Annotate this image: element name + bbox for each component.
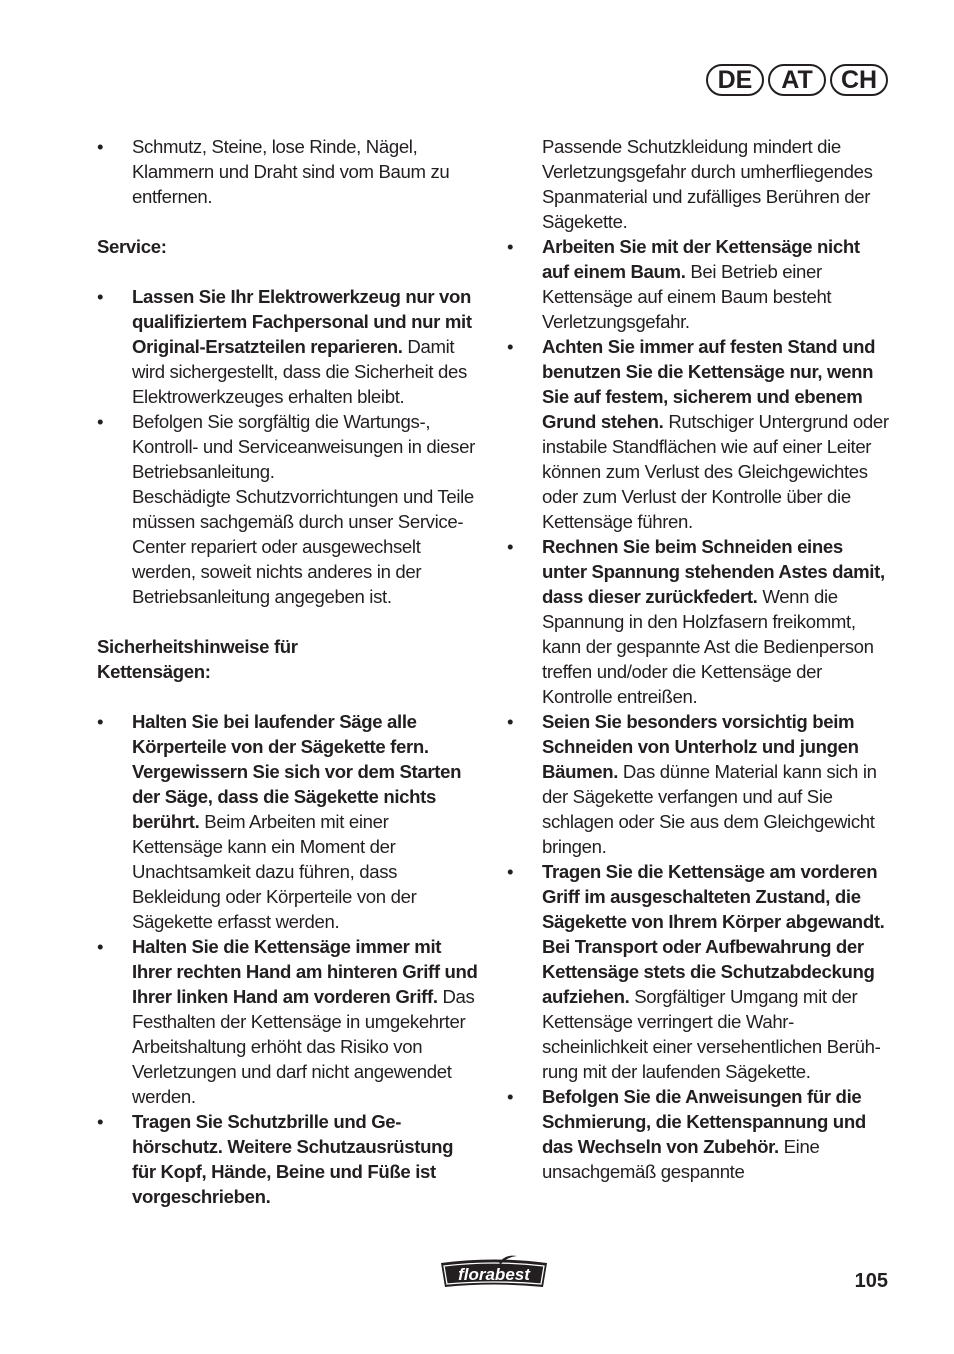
list-item-body: Wenn die Spannung in den Holzfasern freikommt, kann der gespannte Ast die Bedienperson treffen und/oder die Kettensäge der Kontrolle entreißen. (542, 586, 874, 707)
list-item-text (542, 709, 891, 859)
list-item-text (542, 234, 891, 334)
list-item (507, 1084, 891, 1184)
list-item-text (542, 859, 891, 1084)
list-item-bold: Seien Sie besonders vorsichtig beim Schneiden von Unterholz und jungen Bäumen. (542, 711, 859, 782)
list-item (507, 709, 891, 859)
bullet: • (507, 536, 514, 557)
list-item-body: Bei Betrieb einer Kettensäge auf einem Baum besteht Verletzungsgefahr. (542, 261, 832, 332)
bullet: • (97, 411, 104, 432)
list-item (97, 934, 481, 1109)
bullet: • (97, 936, 104, 957)
list-item-bold: Befolgen Sie die Anweisungen für die Schmierung, die Kettenspannung und das Wechseln von Zubehör. (542, 1086, 866, 1157)
section-heading-service: Service: (97, 236, 167, 257)
left-column (97, 134, 481, 1209)
paragraph-continuation: Passende Schutzkleidung mindert die Verletzungsgefahr durch umherfliegendes Spanmaterial und zufälliges Berühren der Sägekette. (542, 136, 873, 232)
section-heading-safety (97, 634, 481, 684)
paragraph-continuation: Beschädigte Schutzvorrichtungen und Teile müssen sachgemäß durch unser Service-Center repariert oder ausgewechselt werden, soweit nichts anderes in der Betriebsanleitung angegeben ist. (132, 486, 474, 607)
list-item-body: Das Festhalten der Kettensäge in umgekehrter Arbeitshaltung erhöht das Risiko von Verletzungen und darf nicht angewendet werden. (132, 986, 475, 1107)
list-item-text: Befolgen Sie sorgfältig die Wartungs-, Kontroll- und Serviceanweisungen in dieser Betriebsanleitung. (132, 411, 475, 482)
list-item-bold: Halten Sie die Kettensäge immer mit Ihrer rechten Hand am hinteren Griff und Ihrer linken Hand am vorderen Griff. (132, 936, 478, 1007)
bullet: • (507, 236, 514, 257)
florabest-logo (437, 1254, 551, 1290)
list-item (507, 859, 891, 1084)
list-item-text (542, 1084, 891, 1184)
list-item-bold: Tragen Sie die Kettensäge am vorderen Griff im ausgeschalteten Zustand, die Sägekette von Ihrem Körper abgewandt. Bei Transport oder Aufbewahrung der Kettensäge stets die Schutzabdeckung aufziehen. (542, 861, 885, 1007)
right-column (507, 134, 891, 1184)
list-item (507, 234, 891, 334)
country-badges (706, 64, 888, 96)
list-item-text (132, 1109, 481, 1209)
page-number: 105 (854, 1270, 888, 1292)
logo-text: florabest (458, 1265, 530, 1284)
list-item-text (132, 284, 481, 409)
list-item-body: Rutschiger Untergrund oder instabile Standflächen wie auf einer Leiter können zum Verlust des Gleichgewichtes oder zum Verlust der Kontrolle über die Kettensäge führen. (542, 411, 889, 532)
bullet: • (97, 711, 104, 732)
bullet: • (97, 286, 104, 307)
list-item-text: Schmutz, Steine, lose Rinde, Nägel, Klammern und Draht sind vom Baum zu entfernen. (132, 136, 450, 207)
list-item-body: Sorgfältiger Umgang mit der Kettensäge verringert die Wahrscheinlichkeit einer versehentlichen Berührung mit der laufenden Sägekette. (542, 986, 881, 1082)
list-item-body: Damit wird sichergestellt, dass die Sicherheit des Elektrowerkzeuges erhalten bleibt. (132, 336, 467, 407)
bullet: • (97, 1111, 104, 1132)
list-item-bold: Arbeiten Sie mit der Kettensäge nicht auf einem Baum. (542, 236, 860, 282)
list-item (97, 409, 481, 484)
list-item-bold: Halten Sie bei laufender Säge alle Körperteile von der Sägekette fern. Vergewissern Sie sich vor dem Starten der Säge, dass die Sägekette nichts berührt. (132, 711, 462, 832)
list-item (507, 334, 891, 534)
list-item-text (132, 934, 481, 1109)
list-item-bold: Rechnen Sie beim Schneiden eines unter Spannung stehenden Astes damit, dass dieser zurückfedert. (542, 536, 885, 607)
country-badge-ch: CH (830, 64, 888, 96)
bullet: • (97, 136, 104, 157)
list-item-text (542, 334, 891, 534)
list-item (507, 534, 891, 709)
list-item-bold: Achten Sie immer auf festen Stand und benutzen Sie die Kettensäge nur, wenn Sie auf festem, sicherem und ebenem Grund stehen. (542, 336, 876, 432)
section-heading-line: Kettensägen: (97, 661, 211, 682)
bullet: • (507, 711, 514, 732)
bullet: • (507, 861, 514, 882)
bullet: • (507, 1086, 514, 1107)
country-badge-at: AT (768, 64, 826, 96)
section-heading-line: Sicherheitshinweise für (97, 636, 298, 657)
list-item-body: Eine unsachgemäß gespannte (542, 1136, 820, 1182)
list-item-body: Beim Arbeiten mit einer Kettensäge kann ein Moment der Unachtsamkeit dazu führen, dass Bekleidung oder Körperteile von der Sägekette erfasst werden. (132, 811, 417, 932)
country-badge-de: DE (706, 64, 764, 96)
list-item (97, 709, 481, 934)
list-item-bold: Tragen Sie Schutzbrille und Gehörschutz. Weitere Schutzausrüstung für Kopf, Hände, Beine und Füße ist vorgeschrieben. (132, 1111, 454, 1207)
list-item (97, 134, 481, 209)
list-item-text (542, 534, 891, 709)
list-item-body: Das dünne Material kann sich in der Sägekette verfangen und auf Sie schlagen oder Sie aus dem Gleichgewicht bringen. (542, 761, 877, 857)
list-item (97, 1109, 481, 1209)
list-item (97, 284, 481, 409)
list-item-bold: Lassen Sie Ihr Elektrowerkzeug nur von qualifiziertem Fachpersonal und nur mit Original-Ersatzteilen reparieren. (132, 286, 472, 357)
list-item-text (132, 709, 481, 934)
bullet: • (507, 336, 514, 357)
